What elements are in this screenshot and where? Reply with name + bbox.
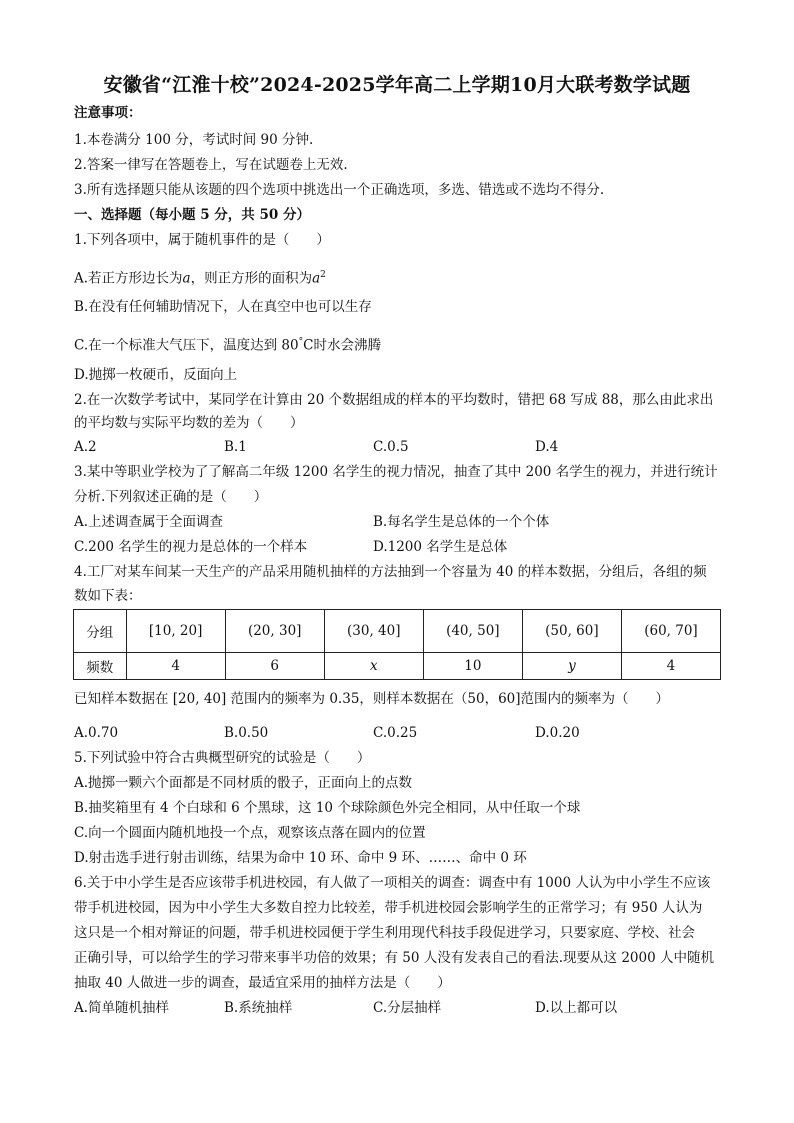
table-cell: y xyxy=(522,653,621,680)
q1-option-a-text: A.若正方形边长为 xyxy=(74,270,183,287)
table-cell: 6 xyxy=(225,653,324,680)
q2-stem-line1: 2.在一次数学考试中，某同学在计算由 20 个数据组成的样本的平均数时，错把 68 写成 88，那么由此求出 xyxy=(74,392,714,408)
q3-option-c: C.200 名学生的视力是总体的一个样本 xyxy=(74,539,308,555)
table-cell: x xyxy=(324,653,423,680)
q4-option-a: A.0.70 xyxy=(74,725,119,741)
notice-item-2: 2.答案一律写在答题卷上，写在试题卷上无效. xyxy=(74,157,348,173)
q4-option-c: C.0.25 xyxy=(373,725,418,741)
q3-option-a: A.上述调查属于全面调查 xyxy=(74,514,224,530)
table-cell: 4 xyxy=(621,653,720,680)
q6-stem-line1: 6.关于中小学生是否应该带手机进校园，有人做了一项相关的调查：调查中有 1000 人认为中小学生不应该 xyxy=(74,875,711,891)
q6-option-a: A.简单随机抽样 xyxy=(74,1000,170,1016)
q1-option-c-text: C.在一个标准大气压下，温度达到 80 xyxy=(74,337,299,354)
table-row xyxy=(74,653,721,680)
q1-exponent: 2 xyxy=(320,270,326,280)
table-cell: (30, 40] xyxy=(324,610,423,653)
section-heading: 一、选择题（每小题 5 分，共 50 分） xyxy=(74,207,310,223)
table-cell: (50, 60] xyxy=(522,610,621,653)
q5-option-a: A.抛掷一颗六个面都是不同材质的骰子，正面向上的点数 xyxy=(74,775,413,791)
table-cell: 4 xyxy=(126,653,225,680)
table-cell: (60, 70] xyxy=(621,610,720,653)
q2-option-b: B.1 xyxy=(224,439,247,455)
q4-stem-line1: 4.工厂对某车间某一天生产的产品采用随机抽样的方法抽到一个容量为 40 的样本数据，分组后，各组的频 xyxy=(74,564,707,580)
q5-option-c: C.向一个圆面内随机地投一个点，观察该点落在圆内的位置 xyxy=(74,825,426,841)
q1-option-a xyxy=(74,266,326,288)
exam-title: 安徽省“江淮十校”2024-2025学年高二上学期10月大联考数学试题 xyxy=(103,74,691,96)
q5-option-b: B.抽奖箱里有 4 个白球和 6 个黑球，这 10 个球除颜色外完全相同，从中任取一个球 xyxy=(74,800,581,816)
q6-stem-line3: 这只是一个相对辩证的问题，带手机进校园便于学生利用现代科技手段促进学习，只要家庭、学校、社会 xyxy=(74,925,695,941)
q1-option-d: D.抛掷一枚硬币，反面向上 xyxy=(74,367,238,383)
q1-option-a-mid: ，则正方形的面积为 xyxy=(190,270,313,287)
q2-stem-line2: 的平均数与实际平均数的差为（ ） xyxy=(74,415,304,431)
table-cell: 频数 xyxy=(74,653,127,680)
q4-option-d: D.0.20 xyxy=(535,725,580,741)
q6-option-c: C.分层抽样 xyxy=(373,1000,442,1016)
q1-var-a2: a xyxy=(312,270,321,287)
q5-option-d: D.射击选手进行射击训练，结果为命中 10 环、命中 9 环、……、命中 0 环 xyxy=(74,850,527,866)
q6-stem-line4: 正确引导，可以给学生的学习带来事半功倍的效果；有 50 人没有发表自己的看法.现要从这 2000 人中随机 xyxy=(74,950,714,966)
q2-option-c: C.0.5 xyxy=(373,439,409,455)
q4-condition: 已知样本数据在 [20, 40] 范围内的频率为 0.35，则样本数据在（50，60]范围内的频率为（ ） xyxy=(74,691,670,707)
q2-option-a: A.2 xyxy=(74,439,97,455)
table-cell: [10, 20] xyxy=(126,610,225,653)
q3-option-b: B.每名学生是总体的一个个体 xyxy=(373,514,550,530)
table-cell: 分组 xyxy=(74,610,127,653)
q6-option-b: B.系统抽样 xyxy=(224,1000,293,1016)
table-cell: (40, 50] xyxy=(423,610,522,653)
q4-option-b: B.0.50 xyxy=(224,725,269,741)
table-cell: 10 xyxy=(423,653,522,680)
notice-item-1: 1.本卷满分 100 分，考试时间 90 分钟. xyxy=(74,132,314,148)
q1-var-a: a xyxy=(182,270,191,287)
q1-option-b: B.在没有任何辅助情况下，人在真空中也可以生存 xyxy=(74,299,372,315)
q6-option-d: D.以上都可以 xyxy=(535,1000,618,1016)
q6-stem-line5: 抽取 40 人做进一步的调查，最适宜采用的抽样方法是（ ） xyxy=(74,975,451,991)
q4-stem-line2: 数如下表： xyxy=(74,588,142,604)
table-cell: (20, 30] xyxy=(225,610,324,653)
table-header-row xyxy=(74,610,721,653)
q1-option-c xyxy=(74,333,381,355)
q2-option-d: D.4 xyxy=(535,439,559,455)
frequency-table xyxy=(73,609,721,680)
q5-stem: 5.下列试验中符合古典概型研究的试验是（ ） xyxy=(74,750,371,766)
q1-stem: 1.下列各项中，属于随机事件的是（ ） xyxy=(74,232,330,248)
q3-option-d: D.1200 名学生是总体 xyxy=(373,539,508,555)
q3-stem-line1: 3.某中等职业学校为了了解高二年级 1200 名学生的视力情况，抽查了其中 200 名学生的视力，并进行统计 xyxy=(74,464,718,480)
q3-stem-line2: 分析.下列叙述正确的是（ ） xyxy=(74,489,268,505)
q1-degree: ° xyxy=(298,337,304,347)
notice-item-3: 3.所有选择题只能从该题的四个选项中挑选出一个正确选项，多选、错选或不选均不得分. xyxy=(74,182,605,198)
q1-option-c-post: C时水会沸腾 xyxy=(303,337,381,354)
q6-stem-line2: 带手机进校园，因为中小学生大多数自控力比较差，带手机进校园会影响学生的正常学习；有 950 人认为 xyxy=(74,900,703,916)
notice-heading: 注意事项： xyxy=(74,105,142,121)
